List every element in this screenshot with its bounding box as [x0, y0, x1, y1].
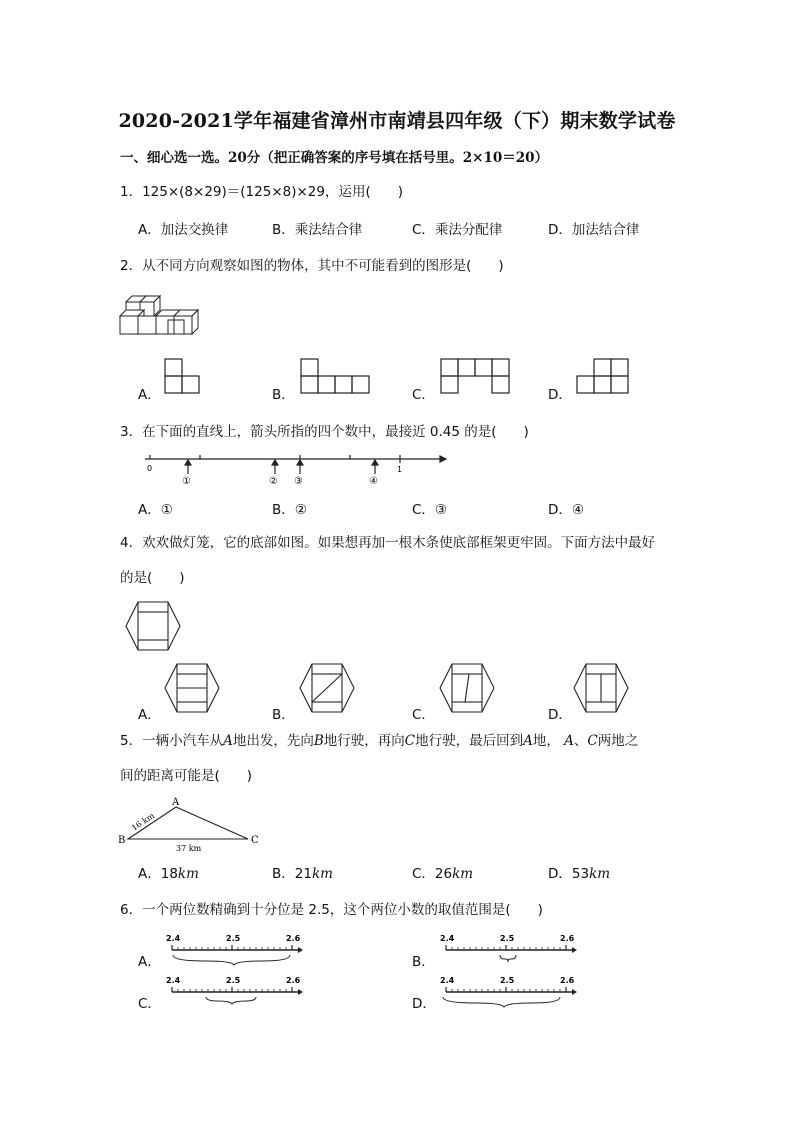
view-c-figure: [440, 358, 515, 396]
ruler-tick-label: 2.4: [440, 976, 455, 985]
question-6-option-d[interactable]: D．: [412, 996, 436, 1012]
question-4-option-b[interactable]: B．: [272, 707, 295, 723]
question-2-option-a[interactable]: A．: [138, 387, 161, 403]
question-5-stem-line1: 5．一辆小汽车从A地出发，先向B地行驶，再向C地行驶，最后回到A地， A、C两地之: [120, 733, 639, 749]
range-ruler-a: [166, 932, 306, 964]
vertex-a-label: A: [172, 797, 180, 808]
vertex-c-label: C: [251, 835, 259, 846]
ruler-arrowhead: [298, 989, 303, 995]
question-6-option-a[interactable]: A．: [138, 954, 161, 970]
lantern-option-a-figure: [163, 662, 223, 714]
question-6-option-b[interactable]: B．: [412, 954, 435, 970]
question-1-option-b[interactable]: B．乘法结合律: [272, 222, 363, 238]
question-3-stem: 3．在下面的直线上，箭头所指的四个数中，最接近 0.45 的是( ): [120, 424, 529, 440]
question-2-option-b[interactable]: B．: [272, 387, 295, 403]
question-2-option-d[interactable]: D．: [548, 387, 572, 403]
ruler-arrowhead: [572, 989, 577, 995]
question-5-option-b[interactable]: B．21km: [272, 866, 333, 882]
marker-1: ①: [182, 476, 191, 487]
range-ruler-c: [166, 974, 306, 1006]
ruler-tick-label: 2.5: [226, 934, 241, 943]
lantern-base-figure: [124, 600, 184, 652]
ruler-tick-label: 2.5: [226, 976, 241, 985]
question-4-option-d[interactable]: D．: [548, 707, 572, 723]
ruler-arrowhead: [298, 947, 303, 953]
cube-stack-figure: [118, 290, 213, 338]
vertex-b-label: B: [118, 835, 126, 846]
section-heading: 一、细心选一选。20分（把正确答案的序号填在括号里。2×10＝20）: [120, 150, 549, 166]
side-bc-label: 37 km: [176, 844, 202, 853]
question-1-stem: 1．125×(8×29)＝(125×8)×29，运用( ): [120, 184, 404, 200]
question-6-stem: 6．一个两位数精确到十分位是 2.5，这个两位小数的取值范围是( ): [120, 902, 543, 918]
question-3-option-d[interactable]: D．④: [548, 502, 584, 518]
ruler-tick-label: 2.6: [560, 976, 575, 985]
triangle-abc-figure: [118, 795, 268, 853]
question-3-option-c[interactable]: C．③: [412, 502, 448, 518]
question-5-stem-line2: 间的距离可能是( ): [120, 768, 253, 784]
range-ruler-d: [440, 974, 580, 1006]
lantern-option-b-figure: [298, 662, 358, 714]
question-5-option-c[interactable]: C．26km: [412, 866, 474, 882]
question-2-option-c[interactable]: C．: [412, 387, 435, 403]
question-5-option-d[interactable]: D．53km: [548, 866, 611, 882]
question-5-option-a[interactable]: A．18km: [138, 866, 199, 882]
question-4-option-c[interactable]: C．: [412, 707, 435, 723]
question-1-option-c[interactable]: C．乘法分配律: [412, 222, 503, 238]
marker-3: ③: [294, 476, 303, 487]
page-title: 2020-2021学年福建省漳州市南靖县四年级（下）期末数学试卷: [118, 110, 676, 132]
view-b-figure: [300, 358, 375, 396]
number-line-figure: [140, 450, 460, 490]
ruler-tick-label: 2.5: [500, 976, 515, 985]
lantern-option-d-figure: [572, 662, 632, 714]
question-3-option-a[interactable]: A．①: [138, 502, 173, 518]
view-d-figure: [576, 358, 636, 396]
question-1-option-d[interactable]: D．加法结合律: [548, 222, 640, 238]
question-1-option-a[interactable]: A．加法交换律: [138, 222, 229, 238]
ruler-tick-label: 2.4: [166, 976, 181, 985]
question-6-option-c[interactable]: C．: [138, 996, 161, 1012]
question-3-option-b[interactable]: B．②: [272, 502, 307, 518]
ruler-tick-label: 2.4: [166, 934, 181, 943]
question-4-option-a[interactable]: A．: [138, 707, 161, 723]
ruler-tick-label: 2.6: [286, 934, 301, 943]
question-4-stem-line1: 4．欢欢做灯笼，它的底部如图。如果想再加一根木条使底部框架更牢固。下面方法中最好: [120, 535, 656, 551]
ruler-tick-label: 2.6: [286, 976, 301, 985]
marker-2: ②: [269, 476, 278, 487]
ruler-arrowhead: [572, 947, 577, 953]
ruler-tick-label: 2.4: [440, 934, 455, 943]
question-4-stem-line2: 的是( ): [120, 570, 185, 586]
view-a-figure: [164, 358, 204, 396]
range-ruler-b: [440, 932, 580, 964]
ruler-tick-label: 2.5: [500, 934, 515, 943]
ruler-tick-label: 2.6: [560, 934, 575, 943]
question-2-stem: 2．从不同方向观察如图的物体，其中不可能看到的图形是( ): [120, 258, 504, 274]
marker-4: ④: [369, 476, 378, 487]
number-line-zero: 0: [147, 464, 153, 473]
side-ab-label: 16 km: [130, 811, 156, 833]
number-line-one: 1: [397, 465, 403, 474]
lantern-option-c-figure: [438, 662, 498, 714]
